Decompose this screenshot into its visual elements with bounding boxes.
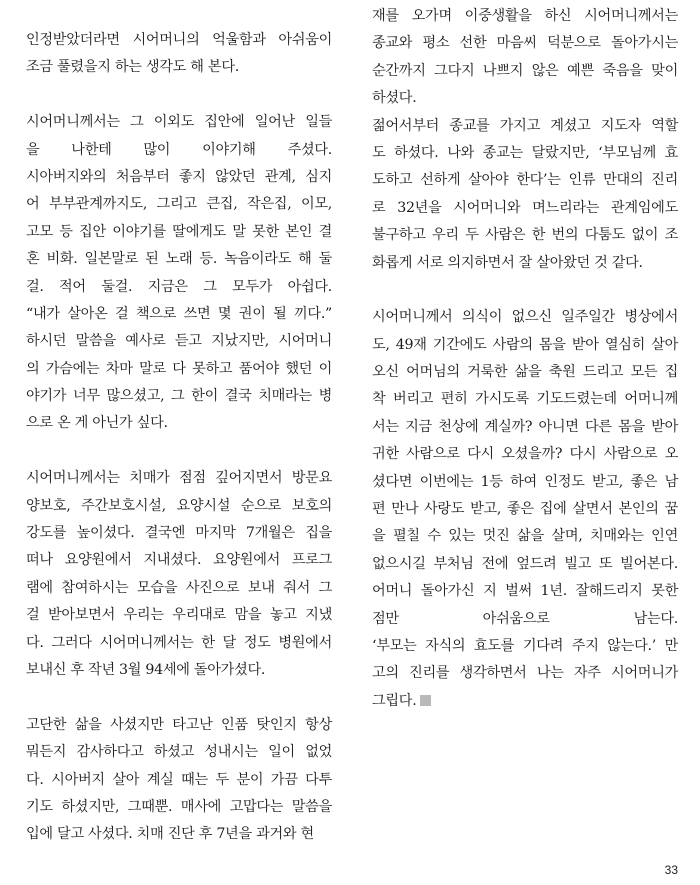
text-line-content: 야기가 너무 많으셨고, 그 한이 결국 치매라는 병 [26,388,332,405]
text-line [372,250,678,277]
text-line [372,167,678,194]
text-line-content: 하시던 말씀을 예사로 듣고 지났지만, 시어머니 [26,333,332,350]
text-line-content: 조금 풀렸을지 하는 생각도 해 본다. [26,59,239,76]
text-line-content: 으로 온 게 아닌가 싶다. [26,415,168,432]
text-line [26,164,332,191]
text-line-content: 착 버리고 편히 가시도록 기도드렸는데 어머니께 [372,391,678,408]
text-line [26,520,332,547]
text-line-content: 의 가슴에는 차마 말로 다 못하고 품어야 했던 이 [26,360,332,377]
text-line-content: 어머니 돌아가신 지 벌써 1년. 잘해드리지 못한 [372,583,678,600]
text-line [26,821,332,848]
end-of-article-mark [420,695,431,706]
text-line [26,109,332,136]
text-line [372,606,678,633]
text-line [26,54,332,81]
text-line [26,547,332,574]
text-line-content: 기도 하셨지만, 그때뿐. 매사에 고맙다는 말씀을 [26,798,332,815]
text-line-content: 재를 오가며 이중생활을 하신 시어머니께서는 [372,8,678,24]
text-line-content: 서는 지금 천상에 계실까? 아니면 다른 몸을 받아 [372,418,678,435]
text-line-content: 을 나한테 많이 이야기해 주셨다. [26,141,332,158]
text-line-content: 편 만나 사랑도 받고, 좋은 집에 살면서 본인의 꿈 [372,501,678,518]
text-line [26,493,332,520]
text-line [26,27,332,54]
text-line-content: 다. 그러다 시어머니께서는 한 달 정도 병원에서 [26,634,332,651]
text-line-content: 없으시길 부처님 전에 엎드려 빌고 또 빌어본다. [372,555,678,572]
text-line [26,575,332,602]
text-line [26,712,332,739]
text-line [372,633,678,660]
text-line [372,332,678,359]
text-line [372,140,678,167]
text-line-content: 종교와 평소 선한 마음씨 덕분으로 돌아가시는 [372,35,678,52]
text-line [26,794,332,821]
text-line [26,657,332,684]
text-line-content: 로 32년을 시어머니와 며느리라는 관계임에도 [372,199,678,216]
paragraph-gap [26,684,332,711]
text-line [26,739,332,766]
text-line [26,383,332,410]
text-line [372,195,678,222]
text-line-content: 입에 달고 사셨다. 치매 진단 후 7년을 과거와 현 [26,826,314,843]
text-line-content: 도, 49재 기간에도 사람의 몸을 받아 열심히 살아 [372,336,678,353]
text-line [372,30,678,57]
text-line-content: 그립다. [372,692,417,709]
text-line-content: 뭐든지 감사하다고 하셨고 성내시는 일이 없었 [26,744,332,761]
text-line-content: 귀한 사람으로 다시 오셨을까? 다시 사람으로 오 [372,446,678,463]
paragraph-gap [372,277,678,304]
text-line-content: 강도를 높이셨다. 결국엔 마지막 7개월은 집을 [26,525,332,542]
text-line-content: 을 펼칠 수 있는 멋진 삶을 살며, 치매와는 인연 [372,528,678,545]
text-line [26,465,332,492]
text-line-content: 걸. 적어 둘걸. 지금은 그 모두가 아쉽다. [26,278,332,295]
text-line-content: 점만 아쉬움으로 남는다. [372,610,678,627]
text-line-content: “내가 살아온 걸 책으로 쓰면 몇 권이 될 끼다.” [26,305,332,322]
text-line-content: ‘부모는 자식의 효도를 기다려 주지 않는다.’ 만 [372,637,678,654]
text-line [372,414,678,441]
text-line-content: 램에 참여하시는 모습을 사진으로 보내 줘서 그 [26,579,332,596]
text-line-content: 셨다면 이번에는 1등 하여 인정도 받고, 좋은 남 [372,473,678,490]
text-line-content: 시아버지와의 처음부터 좋지 않았던 관계, 심지 [26,168,332,185]
text-line [372,58,678,85]
text-line-content: 시어머니께서 의식이 없으신 일주일간 병상에서 [372,309,678,326]
text-line [26,630,332,657]
text-line [372,551,678,578]
text-line [372,3,678,30]
paragraph-gap [26,82,332,109]
text-line [26,410,332,437]
text-line-content: 도하고 선하게 살아야 한다’는 인류 만대의 진리 [372,172,678,189]
text-line-content: 젊어서부터 종교를 가지고 계셨고 지도자 역할 [372,117,678,134]
text-line-content: 도 하셨다. 나와 종교는 달랐지만, ‘부모님께 효 [372,144,678,161]
text-line [372,359,678,386]
text-line [26,301,332,328]
text-line [372,469,678,496]
text-line-content: 시어머니께서는 치매가 점점 깊어지면서 방문요 [26,470,332,487]
text-line-content: 양보호, 주간보호시설, 요양시설 순으로 보호의 [26,497,332,514]
text-line [372,441,678,468]
text-line-content: 고단한 삶을 사셨지만 타고난 인품 탓인지 항상 [26,716,332,733]
text-line [26,246,332,273]
right-text-column [372,3,678,715]
text-line [372,113,678,140]
text-line [372,523,678,550]
text-line-content: 어 부부관계까지도, 그리고 큰집, 작은집, 이모, [26,196,332,213]
left-text-column [26,27,332,849]
text-line [26,356,332,383]
text-line-content: 고모 등 집안 이야기를 딸에게도 말 못한 본인 결 [26,223,332,240]
text-line-content: 떠나 요양원에서 지내셨다. 요양원에서 프로그 [26,552,332,569]
text-line-content: 화롭게 서로 의지하면서 잘 살아왔던 것 같다. [372,254,643,271]
page-number: 33 [664,863,678,877]
text-line-content: 불구하고 우리 두 사람은 한 번의 다툼도 없이 조 [372,227,678,244]
text-line-content: 하셨다. [372,90,417,107]
text-line [26,219,332,246]
text-line [372,496,678,523]
text-line [26,602,332,629]
text-line [372,304,678,331]
text-line [26,328,332,355]
text-line [372,578,678,605]
text-line-content: 고의 진리를 생각하면서 나는 자주 시어머니가 [372,665,678,682]
text-line-content: 인정받았더라면 시어머니의 억울함과 아쉬움이 [26,32,332,48]
text-line-content: 걸 받아보면서 우리는 우리대로 맘을 놓고 지냈 [26,607,332,624]
text-line [372,85,678,112]
text-line [26,137,332,164]
text-line [26,767,332,794]
text-line-content: 혼 비화. 일본말로 된 노래 등. 녹음이라도 해 둘 [26,251,332,268]
text-line [372,688,678,715]
text-line-content: 순간까지 그다지 나쁘지 않은 예쁜 죽음을 맞이 [372,62,678,79]
text-line-content: 다. 시아버지 살아 계실 때는 두 분이 가끔 다투 [26,771,332,788]
text-line-content: 보내신 후 작년 3월 94세에 돌아가셨다. [26,661,266,678]
text-line [372,222,678,249]
text-line [372,386,678,413]
text-line-content: 오신 어머님의 거룩한 삶을 축원 드리고 모든 집 [372,364,678,381]
text-line [372,660,678,687]
text-line [26,191,332,218]
text-line-content: 시어머니께서는 그 이외도 집안에 일어난 일들 [26,114,332,131]
paragraph-gap [26,438,332,465]
text-line [26,274,332,301]
